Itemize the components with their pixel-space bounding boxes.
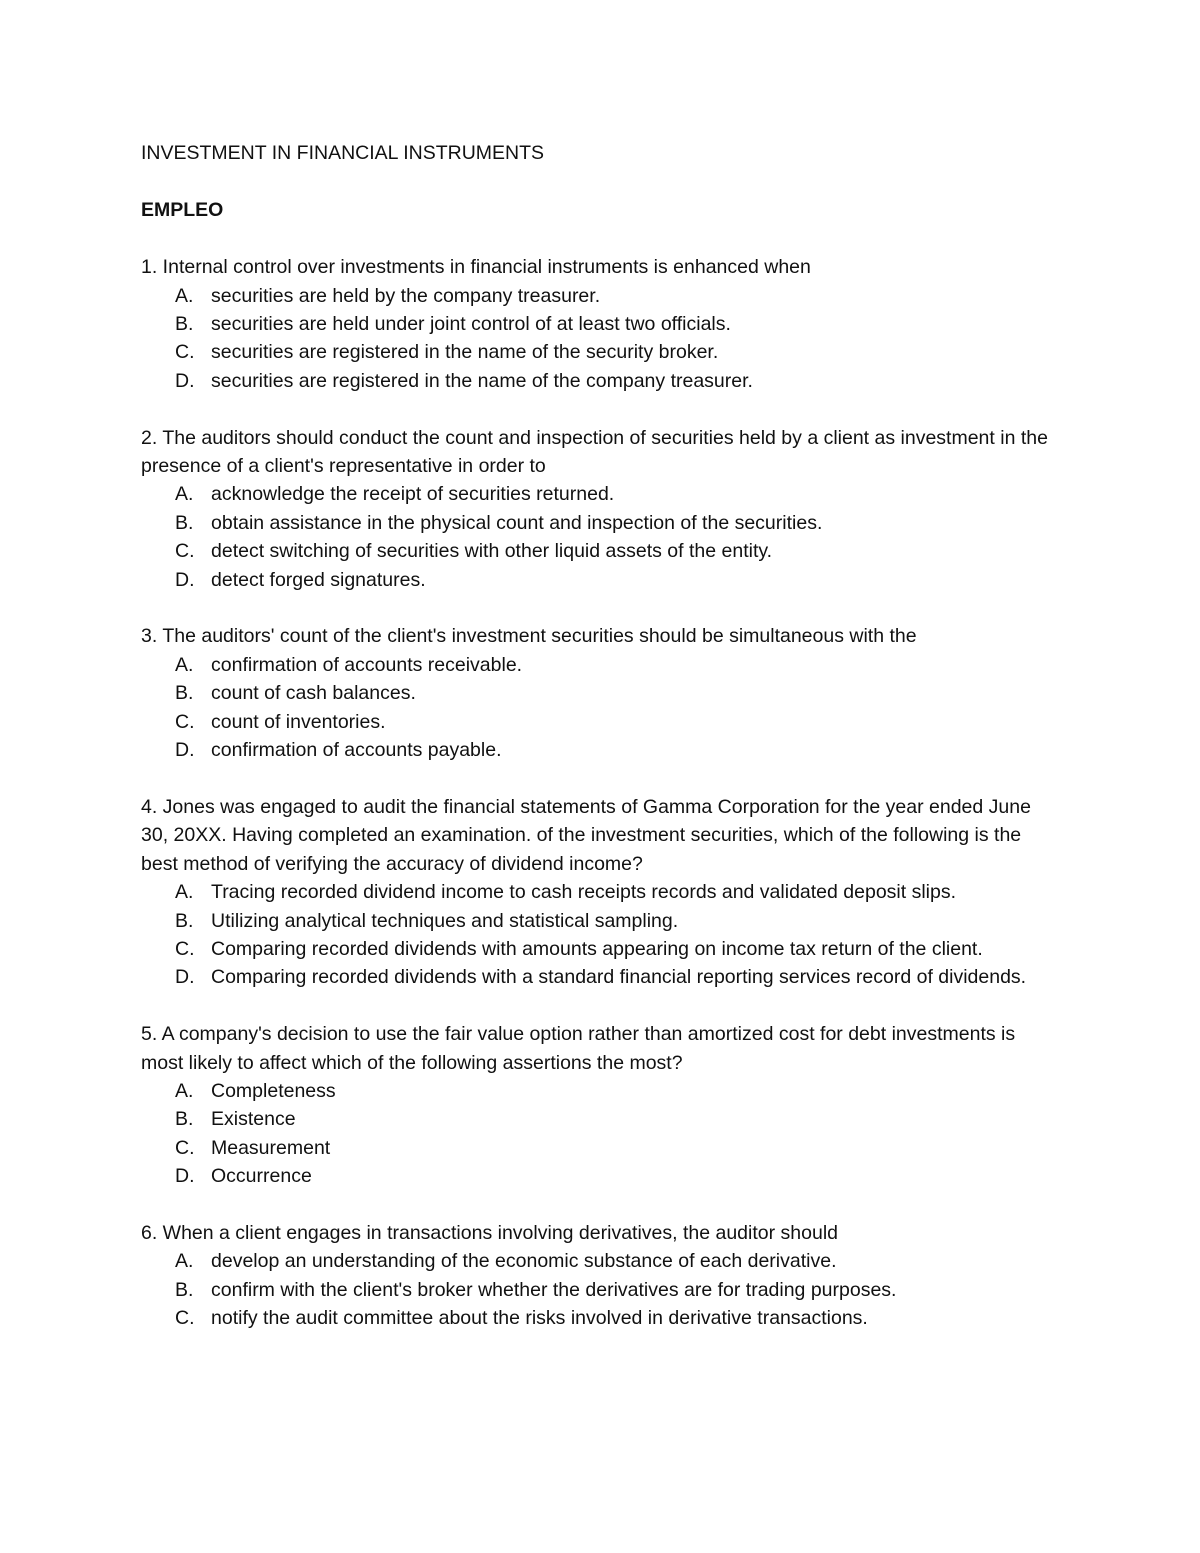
option-text: securities are registered in the name of the security broker. xyxy=(211,341,719,364)
option-text: Measurement xyxy=(211,1136,331,1159)
answer-option xyxy=(141,935,1061,963)
answer-option xyxy=(141,1304,1061,1332)
answer-option xyxy=(141,708,1061,736)
option-text: develop an understanding of the economic substance of each derivative. xyxy=(211,1250,837,1273)
option-letter: A. xyxy=(175,284,194,307)
option-letter: A. xyxy=(175,1250,194,1273)
answer-option xyxy=(141,907,1061,935)
option-text: detect switching of securities with other liquid assets of the entity. xyxy=(211,540,773,563)
question-stem: 5. A company's decision to use the fair value option rather than amortized cost for debt investments is most likely to affect which of the following assertions the most? xyxy=(141,1023,1016,1074)
question-stem: 4. Jones was engaged to audit the financial statements of Gamma Corporation for the year ended June 30, 20XX. Having completed an examination. of the investment securities, which of the following is the best method of verifying the accuracy of dividend income? xyxy=(141,795,1031,875)
option-letter: D. xyxy=(175,369,195,392)
option-text: notify the audit committee about the risks involved in derivative transactions. xyxy=(211,1307,868,1330)
option-letter: D. xyxy=(175,739,195,762)
answer-option xyxy=(141,338,1061,366)
option-letter: C. xyxy=(175,1136,195,1159)
option-letter: B. xyxy=(175,313,194,336)
option-letter: B. xyxy=(175,511,194,534)
answer-option xyxy=(141,736,1061,764)
question-stem: 3. The auditors' count of the client's investment securities should be simultaneous with the xyxy=(141,625,917,648)
option-text: Comparing recorded dividends with amounts appearing on income tax return of the client. xyxy=(211,937,983,960)
answer-options xyxy=(141,282,1061,396)
answer-option xyxy=(141,1134,1061,1162)
answer-option xyxy=(141,509,1061,537)
answer-option xyxy=(141,1276,1061,1304)
answer-option xyxy=(141,679,1061,707)
question-stem: 2. The auditors should conduct the count and inspection of securities held by a client as investment in the presence of a client's representative in order to xyxy=(141,426,1048,478)
answer-option xyxy=(141,1247,1061,1275)
answer-option xyxy=(141,651,1061,679)
option-text: Comparing recorded dividends with a standard financial reporting services record of dividends. xyxy=(211,966,1027,989)
question-4 xyxy=(141,793,1061,992)
answer-option xyxy=(141,566,1061,594)
option-letter: C. xyxy=(175,540,195,563)
option-letter: C. xyxy=(175,937,195,960)
option-text: acknowledge the receipt of securities returned. xyxy=(211,483,615,506)
question-3 xyxy=(141,622,1061,764)
option-letter: B. xyxy=(175,1278,194,1301)
answer-option xyxy=(141,537,1061,565)
option-letter: A. xyxy=(175,881,194,904)
answer-options xyxy=(141,480,1061,594)
option-text: confirmation of accounts receivable. xyxy=(211,653,523,676)
option-text: securities are registered in the name of the company treasurer. xyxy=(211,369,753,392)
option-text: confirmation of accounts payable. xyxy=(211,739,502,762)
document-title: INVESTMENT IN FINANCIAL INSTRUMENTS xyxy=(141,142,545,164)
option-letter: B. xyxy=(175,1108,194,1131)
option-letter: C. xyxy=(175,710,195,733)
option-text: Existence xyxy=(211,1108,296,1131)
option-text: Tracing recorded dividend income to cash receipts records and validated deposit slips. xyxy=(211,881,957,904)
question-stem: 6. When a client engages in transactions involving derivatives, the auditor should xyxy=(141,1221,838,1244)
option-letter: B. xyxy=(175,682,194,705)
option-text: count of inventories. xyxy=(211,710,386,733)
question-6 xyxy=(141,1219,1061,1333)
option-letter: A. xyxy=(175,1079,194,1102)
answer-option xyxy=(141,367,1061,395)
option-letter: D. xyxy=(175,966,195,989)
author-heading: EMPLEO xyxy=(141,199,224,222)
answer-options xyxy=(141,1077,1061,1191)
option-letter: C. xyxy=(175,1307,195,1330)
option-text: Utilizing analytical techniques and statistical sampling. xyxy=(211,909,679,932)
answer-option xyxy=(141,963,1061,991)
option-letter: D. xyxy=(175,568,195,591)
option-text: Completeness xyxy=(211,1079,336,1102)
option-letter: C. xyxy=(175,341,195,364)
question-5 xyxy=(141,1020,1061,1190)
option-text: count of cash balances. xyxy=(211,682,416,705)
answer-options xyxy=(141,1247,1061,1332)
question-2 xyxy=(141,424,1061,594)
answer-option xyxy=(141,310,1061,338)
option-letter: A. xyxy=(175,653,194,676)
question-1 xyxy=(141,253,1061,395)
option-text: obtain assistance in the physical count and inspection of the securities. xyxy=(211,511,823,534)
answer-option xyxy=(141,878,1061,906)
option-letter: D. xyxy=(175,1165,195,1188)
option-text: securities are held by the company treasurer. xyxy=(211,284,601,307)
answer-options xyxy=(141,878,1061,992)
question-list xyxy=(141,253,1061,1332)
document-page xyxy=(141,139,1061,1333)
option-letter: B. xyxy=(175,909,194,932)
answer-option xyxy=(141,1105,1061,1133)
answer-option xyxy=(141,282,1061,310)
option-text: confirm with the client's broker whether the derivatives are for trading purposes. xyxy=(211,1278,897,1301)
answer-option xyxy=(141,480,1061,508)
answer-option xyxy=(141,1162,1061,1190)
option-text: Occurrence xyxy=(211,1165,312,1188)
answer-options xyxy=(141,651,1061,765)
option-text: detect forged signatures. xyxy=(211,568,426,591)
answer-option xyxy=(141,1077,1061,1105)
option-text: securities are held under joint control of at least two officials. xyxy=(211,313,731,336)
question-stem: 1. Internal control over investments in financial instruments is enhanced when xyxy=(141,256,811,279)
option-letter: A. xyxy=(175,483,194,506)
